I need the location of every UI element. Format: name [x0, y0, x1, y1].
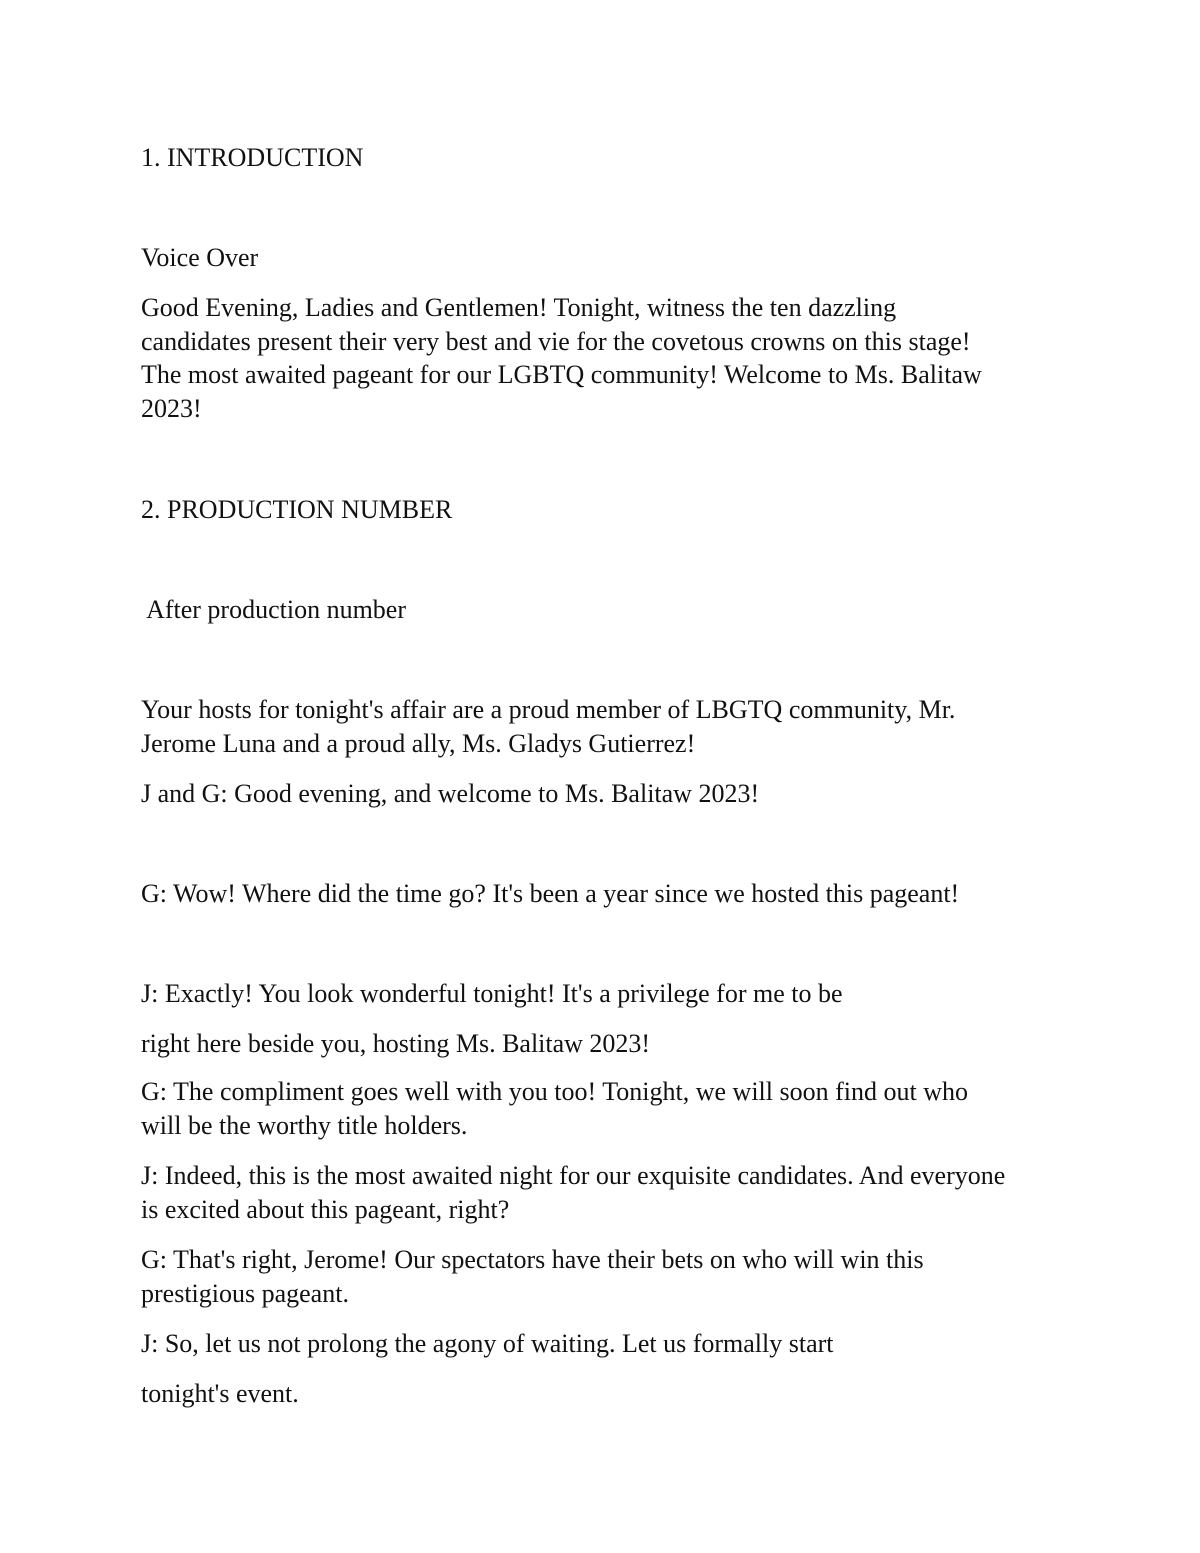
dialogue-j-and-g: J and G: Good evening, and welcome to Ms. Balitaw 2023! [141, 779, 760, 808]
voice-over-paragraph [141, 291, 1071, 425]
hosts-intro-paragraph [141, 693, 1071, 760]
voice-over-line: candidates present their very best and vie for the covetous crowns on this stage! [141, 326, 971, 356]
section-heading-production-number: 2. PRODUCTION NUMBER [141, 495, 453, 524]
dialogue-line: G: That's right, Jerome! Our spectators have their bets on who will win this [141, 1245, 924, 1274]
dialogue-line: will be the worthy title holders. [141, 1110, 468, 1140]
dialogue-g-1: G: Wow! Where did the time go? It's been a year since we hosted this pageant! [141, 879, 960, 908]
section-heading-introduction: 1. INTRODUCTION [141, 143, 364, 172]
dialogue-line: prestigious pageant. [141, 1278, 349, 1308]
after-production-label: After production number [141, 595, 406, 624]
dialogue-line: G: The compliment goes well with you too! Tonight, we will soon find out who [141, 1077, 968, 1106]
dialogue-g-2 [141, 1075, 1071, 1142]
dialogue-j-2 [141, 1159, 1071, 1226]
dialogue-j-1b: right here beside you, hosting Ms. Balitaw 2023! [141, 1029, 651, 1058]
dialogue-j-3a: J: So, let us not prolong the agony of waiting. Let us formally start [141, 1329, 834, 1358]
dialogue-line: J: Indeed, this is the most awaited night for our exquisite candidates. And everyone [141, 1161, 1006, 1190]
voice-over-label: Voice Over [141, 243, 259, 272]
dialogue-g-3 [141, 1243, 1071, 1310]
hosts-intro-line: Jerome Luna and a proud ally, Ms. Gladys Gutierrez! [141, 728, 696, 758]
hosts-intro-line: Your hosts for tonight's affair are a proud member of LBGTQ community, Mr. [141, 695, 956, 724]
voice-over-line: Good Evening, Ladies and Gentlemen! Tonight, witness the ten dazzling [141, 293, 897, 322]
dialogue-j-3b: tonight's event. [141, 1379, 299, 1408]
voice-over-line: 2023! [141, 393, 202, 423]
dialogue-j-1a: J: Exactly! You look wonderful tonight! It's a privilege for me to be [141, 979, 843, 1008]
voice-over-line: The most awaited pageant for our LGBTQ community! Welcome to Ms. Balitaw [141, 360, 982, 389]
dialogue-line: is excited about this pageant, right? [141, 1194, 510, 1224]
